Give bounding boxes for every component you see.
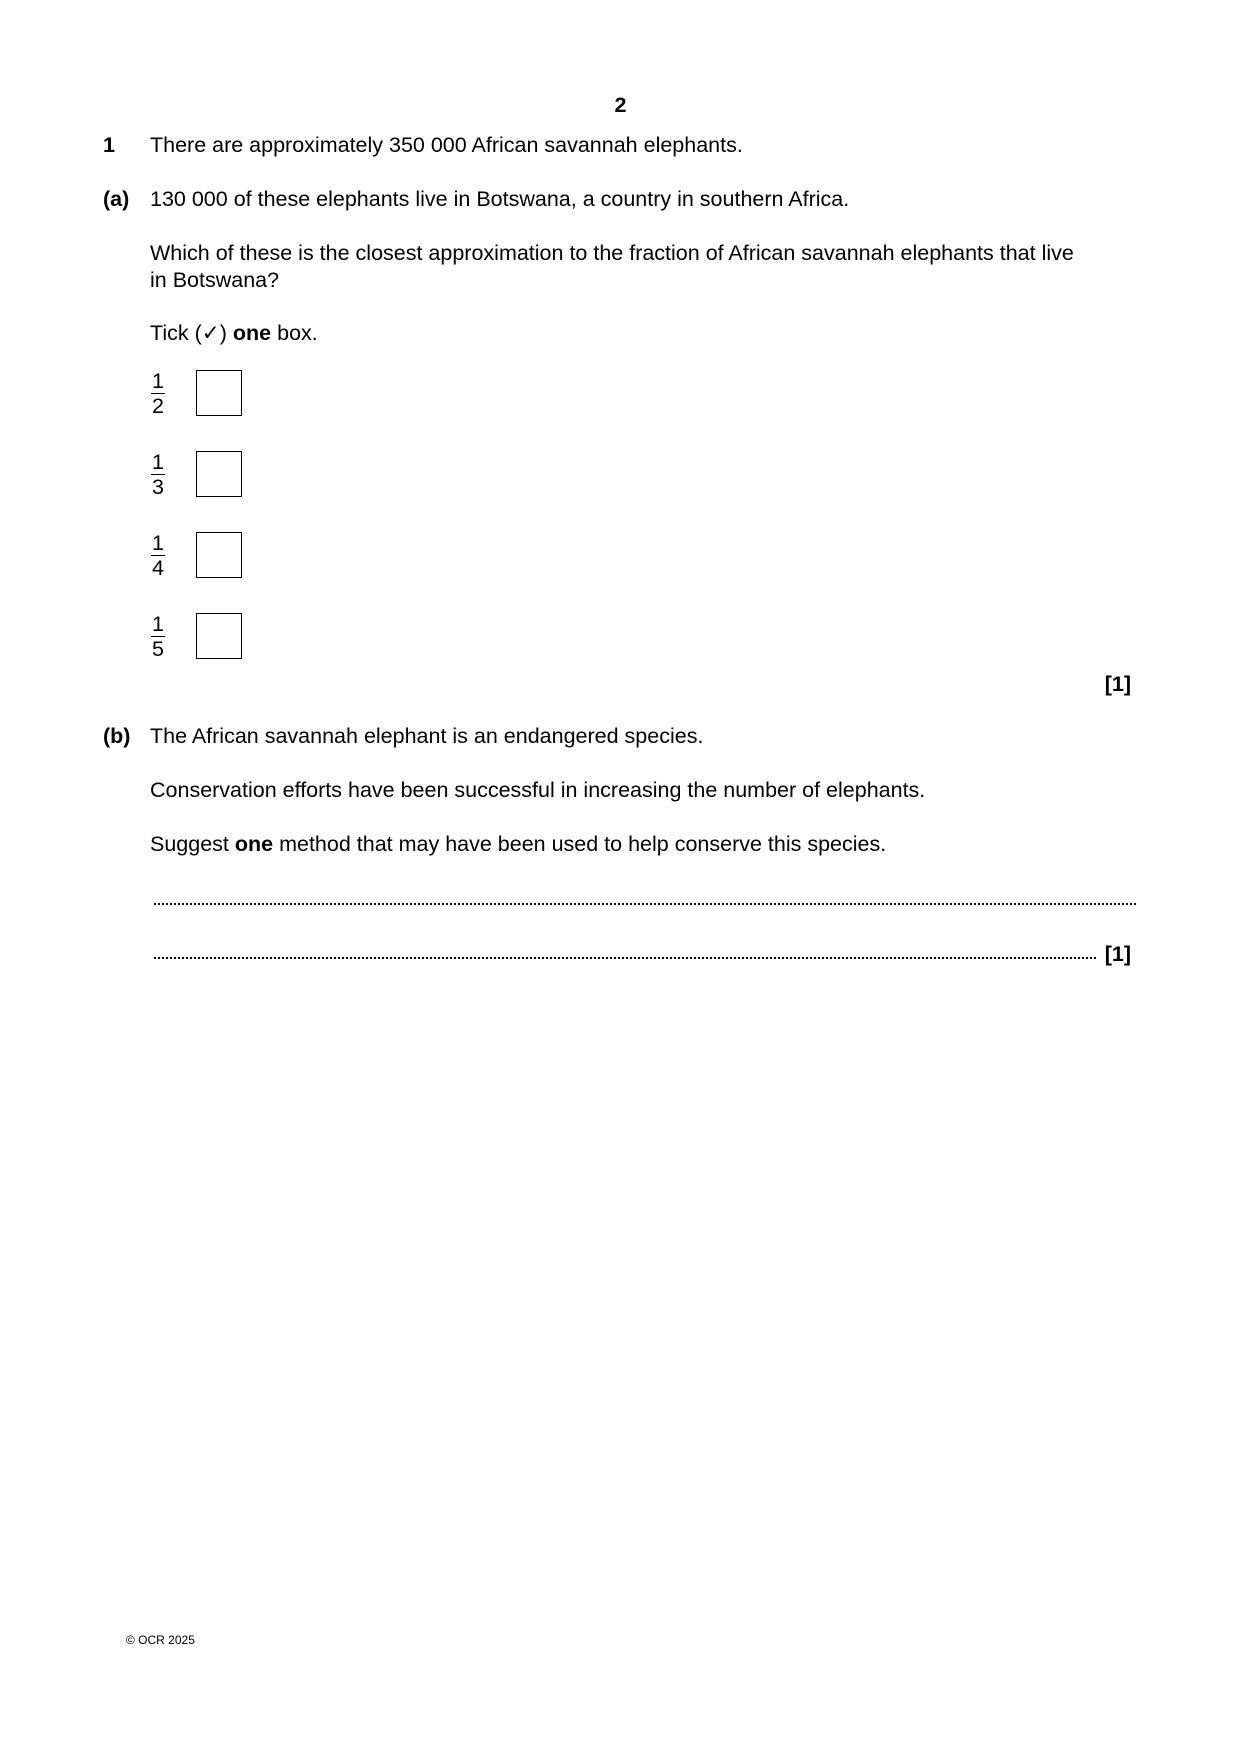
instruction-prefix: Tick (✓) [150,321,233,345]
fraction-denominator: 5 [152,637,164,661]
part-b-context-2: Conservation efforts have been successful in increasing the number of elephants. [150,778,926,802]
part-a-label: (a) [103,187,130,211]
option-fraction-1 [150,369,166,418]
part-a-context: 130 000 of these elephants live in Botswana, a country in southern Africa. [150,187,850,211]
tick-box-option-2[interactable] [196,451,242,497]
fraction-denominator: 2 [152,394,164,418]
option-fraction-4 [150,612,166,661]
fraction-numerator: 1 [152,612,164,636]
copyright-footer: © OCR 2025 [126,1633,195,1647]
fraction-denominator: 4 [152,556,164,580]
part-a-prompt-line-1: Which of these is the closest approximation to the fraction of African savannah elephants that live [150,241,1074,265]
instruction-emphasis: one [232,321,272,345]
part-a-marks: [1] [1104,672,1131,696]
tick-box-option-4[interactable] [196,613,242,659]
part-b-marks: [1] [1104,942,1131,966]
option-fraction-2 [150,450,166,499]
part-a-prompt-line-2: in Botswana? [150,268,280,292]
tick-box-option-1[interactable] [196,370,242,416]
part-b-context-1: The African savannah elephant is an endangered species. [150,724,704,748]
prompt-emphasis: one [234,832,274,856]
fraction-numerator: 1 [152,531,164,555]
page-number: 2 [614,93,627,117]
part-b-prompt [150,831,886,858]
question-stem: There are approximately 350 000 African savannah elephants. [150,133,743,157]
tick-box-option-3[interactable] [196,532,242,578]
question-number: 1 [103,133,115,157]
prompt-suffix: method that may have been used to help conserve this species. [273,832,887,856]
part-b-label: (b) [103,724,131,748]
answer-line-2[interactable] [154,957,1096,959]
fraction-denominator: 3 [152,475,164,499]
instruction-suffix: box. [271,321,318,345]
answer-line-1[interactable] [154,903,1136,905]
fraction-numerator: 1 [152,450,164,474]
part-a-instruction [150,320,318,347]
fraction-numerator: 1 [152,369,164,393]
prompt-prefix: Suggest [150,832,235,856]
option-fraction-3 [150,531,166,580]
